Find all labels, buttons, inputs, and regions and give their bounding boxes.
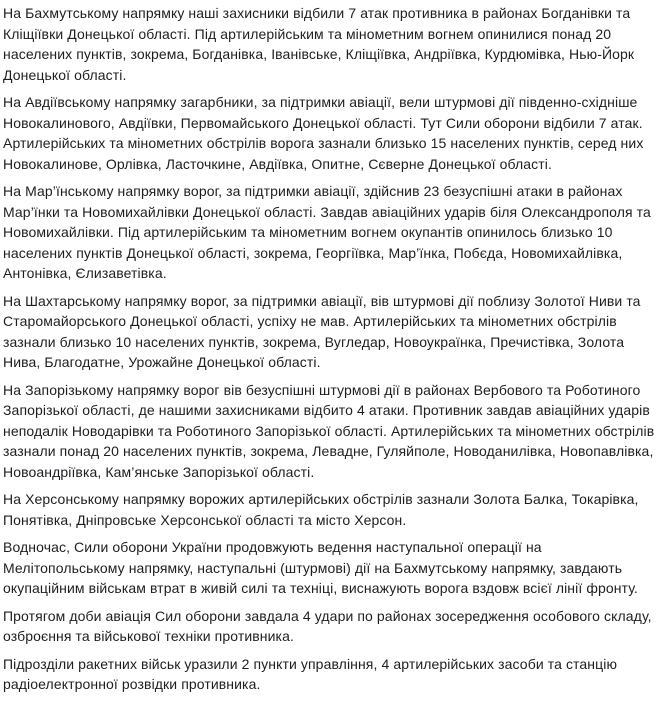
paragraph-avdiivka-direction: На Авдіївському напрямку загарбники, за підтримки авіації, вели штурмові дії південно-східніше Новокалинового, Авдіївки, Первомайського Донецької області. Тут Сили оборони відбили 7 атак. Артилерійських та мінометних обстрілів ворога зазнали близько 15 населених пунктів, серед них Новокалинове, Орлівка, Ласточкине, Авдіївка, Опитне, Сєверне Донецької області. <box>3 94 644 172</box>
paragraph-aviation-strikes: Протягом доби авіація Сил оборони завдала 4 удари по районах зосередження особового складу, озброєння та військової техніки противника. <box>3 607 652 644</box>
paragraph-shakhtarsk-direction: На Шахтарському напрямку ворог, за підтримки авіації, вів штурмові дії поблизу Золотої Ниви та Старомайорського Донецької області, успіху не мав. Артилерійських та мінометних обстрілів зазнали близько 10 населених пунктів, зокрема, Вугледар, Новоукраїнка, Пречистівка, Золота Нива, Благодатне, Урожайне Донецької області. <box>3 292 641 370</box>
paragraph-bakhmut-direction: На Бахмутському напрямку наші захисники відбили 7 атак противника в районах Богданівки та Кліщіївки Донецької області. Під артилерійським та мінометним вогнем опинилися понад 20 населених пунктів, зокрема, Богданівка, Іванівське, Кліщіївка, Андріївка, Курдюмівка, Нью-Йорк Донецької області. <box>3 5 635 83</box>
paragraph-marinka-direction: На Мар’їнському напрямку ворог, за підтримки авіації, здійснив 23 безуспішні атаки в районах Мар’їнки та Новомихайлівки Донецької області. Завдав авіаційних ударів біля Олександрополя та Новомихайлівки. Під артилерійським та мінометним вогнем окупантів опинилось близько 10 населених пунктів Донецької області, зокрема, Георгіївка, Мар’їнка, Побєда, Новомихайлівка, Антонівка, Єлизаветівка. <box>3 183 651 281</box>
paragraph-zaporizhzhia-direction: На Запорізькому напрямку ворог вів безуспішні штурмові дії в районах Вербового та Роботиного Запорізької області, де нашими захисниками відбито 4 атаки. Противник завдав авіаційних ударів неподалік Новодарівки та Роботиного Запорізької області. Артилерійських та мінометних обстрілів зазнали понад 20 населених пунктів, зокрема, Левадне, Гуляйполе, Новоданилівка, Новопавлівка, Новоандріївка, Кам’янське Запорізької області. <box>3 381 655 480</box>
paragraph-kherson-direction: На Херсонському напрямку ворожих артилерійських обстрілів зазнали Золота Балка, Токарівка, Понятівка, Дніпровське Херсонської області та місто Херсон. <box>3 491 639 528</box>
paragraph-offensive-operations: Водночас, Сили оборони України продовжують ведення наступальної операції на Мелітопольському напрямку, наступальні (штурмові) дії на Бахмутському напрямку, завдають окупаційним військам втрат в живій силі та техніці, виснажують ворога вздовж всієї лінії фронту. <box>3 539 638 596</box>
paragraph-missile-forces: Підрозділи ракетних військ уразили 2 пункти управління, 4 артилерійських засоби та станцію радіоелектронної розвідки противника. <box>3 655 618 692</box>
